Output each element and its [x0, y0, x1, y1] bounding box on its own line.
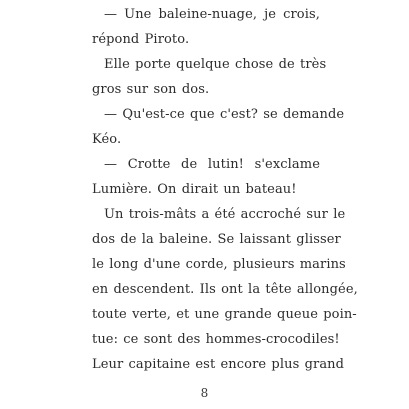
text-line: toute verte, et une grande queue poin- — [92, 307, 357, 322]
text-line: Kéo. — [92, 132, 122, 147]
text-line: Leur capitaine est encore plus grand — [92, 357, 345, 372]
text-line: gros sur son dos. — [92, 82, 210, 97]
page-number: 8 — [200, 386, 209, 400]
text-line: dos de la baleine. Se laissant glisser — [92, 232, 341, 247]
text-line: tue: ce sont des hommes-crocodiles! — [92, 332, 340, 347]
text-line: répond Piroto. — [92, 32, 190, 47]
text-line: Lumière. On dirait un bateau! — [92, 182, 297, 197]
text-line: — Qu'est-ce que c'est? se demande — [104, 107, 345, 122]
text-line: — Crotte de lutin! s'exclame — [104, 157, 320, 172]
text-line: Elle porte quelque chose de très — [104, 57, 327, 72]
text-line: — Une baleine-nuage, je crois, — [104, 7, 320, 22]
text-line: Un trois-mâts a été accroché sur le — [104, 207, 346, 222]
text-line: en descendent. Ils ont la tête allongée, — [92, 282, 358, 297]
page-text — [92, 2, 358, 377]
text-line: le long d'une corde, plusieurs marins — [92, 257, 346, 272]
